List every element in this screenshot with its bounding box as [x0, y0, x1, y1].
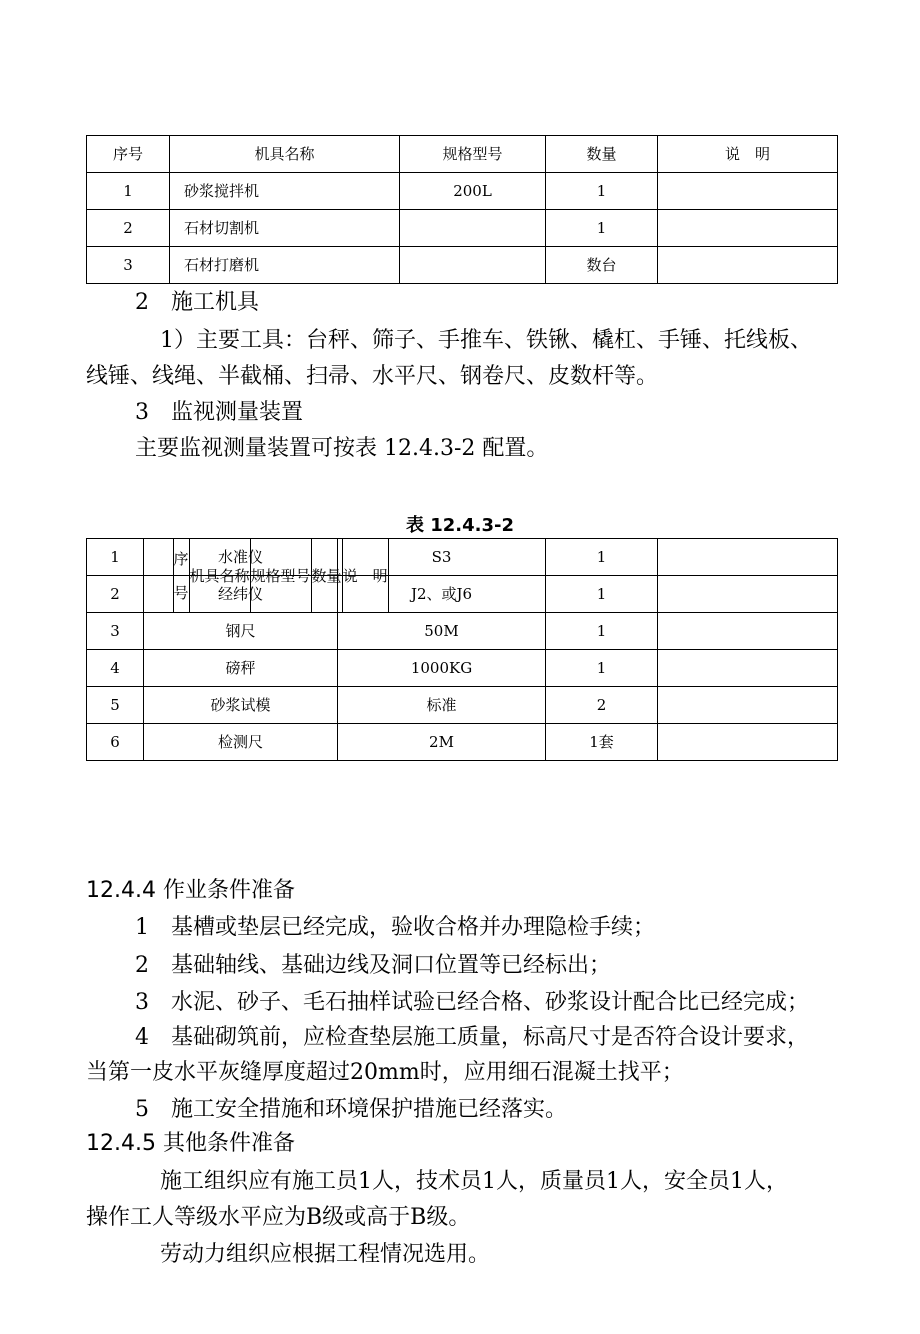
paragraph-line: 劳动力组织应根据工程情况选用。 — [160, 1242, 491, 1267]
table-cell — [658, 247, 838, 284]
table-row — [87, 724, 838, 761]
table-cell: S3 — [338, 539, 546, 576]
table-cell: 检测尺 — [144, 724, 338, 761]
table-cell: 1 — [87, 173, 170, 210]
table-cell: 石材打磨机 — [170, 247, 400, 284]
table-cell: J2、或J6 — [338, 576, 546, 613]
table-header-row — [173, 538, 389, 613]
paragraph-line: 线锤、线绳、半截桶、扫帚、水平尺、钢卷尺、皮数杆等。 — [86, 364, 659, 389]
table-cell: 1 — [546, 613, 658, 650]
table-cell — [658, 576, 838, 613]
table-cell — [658, 539, 838, 576]
table-row — [87, 687, 838, 724]
header-cell: 序号 — [87, 136, 170, 173]
table-cell: 1000KG — [338, 650, 546, 687]
list-item: 1 基槽或垫层已经完成，验收合格并办理隐检手续； — [135, 915, 655, 940]
table-row — [87, 247, 838, 284]
table-row — [87, 173, 838, 210]
table-cell: 砂浆试模 — [144, 687, 338, 724]
table-cell: 200L — [400, 173, 546, 210]
paragraph-line: 操作工人等级水平应为B级或高于B级。 — [86, 1205, 471, 1230]
table-cell: 1 — [546, 539, 658, 576]
section-title: 3 监视测量装置 — [135, 400, 303, 425]
table-cell: 6 — [87, 724, 144, 761]
table-cell: 经纬仪 — [144, 576, 338, 613]
list-item: 5 施工安全措施和环境保护措施已经落实。 — [135, 1097, 567, 1122]
table-cell: 50M — [338, 613, 546, 650]
table-cell: 1 — [87, 539, 144, 576]
header-cell: 说 明 — [658, 136, 838, 173]
table-cell: 3 — [87, 613, 144, 650]
table-cell — [658, 210, 838, 247]
header-cell: 规格型号 — [250, 539, 311, 613]
list-item: 4 基础砌筑前，应检查垫层施工质量，标高尺寸是否符合设计要求， — [135, 1025, 809, 1050]
table-cell: 砂浆搅拌机 — [170, 173, 400, 210]
table-cell: 钢尺 — [144, 613, 338, 650]
table-cell — [658, 613, 838, 650]
table-cell: 3 — [87, 247, 170, 284]
table-cell — [658, 687, 838, 724]
table-cell — [400, 210, 546, 247]
header-cell-line: 序 — [173, 549, 189, 568]
paragraph-line: 1）主要工具：台秤、筛子、手推车、铁锹、橇杠、手锤、托线板、 — [160, 328, 812, 353]
header-cell: 规格型号 — [400, 136, 546, 173]
table-caption: 表 12.4.3-2 — [405, 515, 515, 536]
table-header-row — [87, 136, 838, 173]
table-cell: 石材切割机 — [170, 210, 400, 247]
header-cell: 机具名称 — [170, 136, 400, 173]
equipment-table — [86, 135, 838, 284]
table-cell: 1 — [546, 650, 658, 687]
table-cell: 1 — [546, 210, 658, 247]
table-row — [87, 613, 838, 650]
table-cell — [658, 173, 838, 210]
table-cell: 2 — [546, 687, 658, 724]
paragraph-line: 施工组织应有施工员1人，技术员1人，质量员1人，安全员1人， — [160, 1169, 788, 1194]
header-cell — [173, 539, 189, 613]
table-cell: 水准仪 — [144, 539, 338, 576]
table-cell: 标准 — [338, 687, 546, 724]
table-cell — [658, 650, 838, 687]
header-cell: 数量 — [311, 539, 342, 613]
table-cell: 1 — [546, 173, 658, 210]
table-cell: 1套 — [546, 724, 658, 761]
header-cell: 数量 — [546, 136, 658, 173]
list-item-continuation: 当第一皮水平灰缝厚度超过20mm时，应用细石混凝土找平； — [86, 1060, 684, 1085]
section-title: 2 施工机具 — [135, 290, 259, 315]
table-cell: 2 — [87, 210, 170, 247]
header-cell: 说 明 — [342, 539, 388, 613]
table-cell: 2M — [338, 724, 546, 761]
table-row — [87, 210, 838, 247]
table-cell: 5 — [87, 687, 144, 724]
measuring-device-table — [86, 538, 838, 761]
section-heading: 12.4.4 作业条件准备 — [86, 878, 295, 903]
header-cell: 机具名称 — [189, 539, 250, 613]
header-cell-line: 号 — [173, 583, 189, 602]
table-cell: 4 — [87, 650, 144, 687]
table-cell — [400, 247, 546, 284]
list-item: 3 水泥、砂子、毛石抽样试验已经合格、砂浆设计配合比已经完成； — [135, 990, 809, 1015]
table-cell — [658, 724, 838, 761]
table-cell: 1 — [546, 576, 658, 613]
table-cell: 数台 — [546, 247, 658, 284]
table-cell: 磅秤 — [144, 650, 338, 687]
section-heading: 12.4.5 其他条件准备 — [86, 1131, 295, 1156]
table-row — [87, 650, 838, 687]
list-item: 2 基础轴线、基础边线及洞口位置等已经标出； — [135, 953, 611, 978]
table-cell: 2 — [87, 576, 144, 613]
paragraph-line: 主要监视测量装置可按表 12.4.3-2 配置。 — [135, 436, 549, 461]
